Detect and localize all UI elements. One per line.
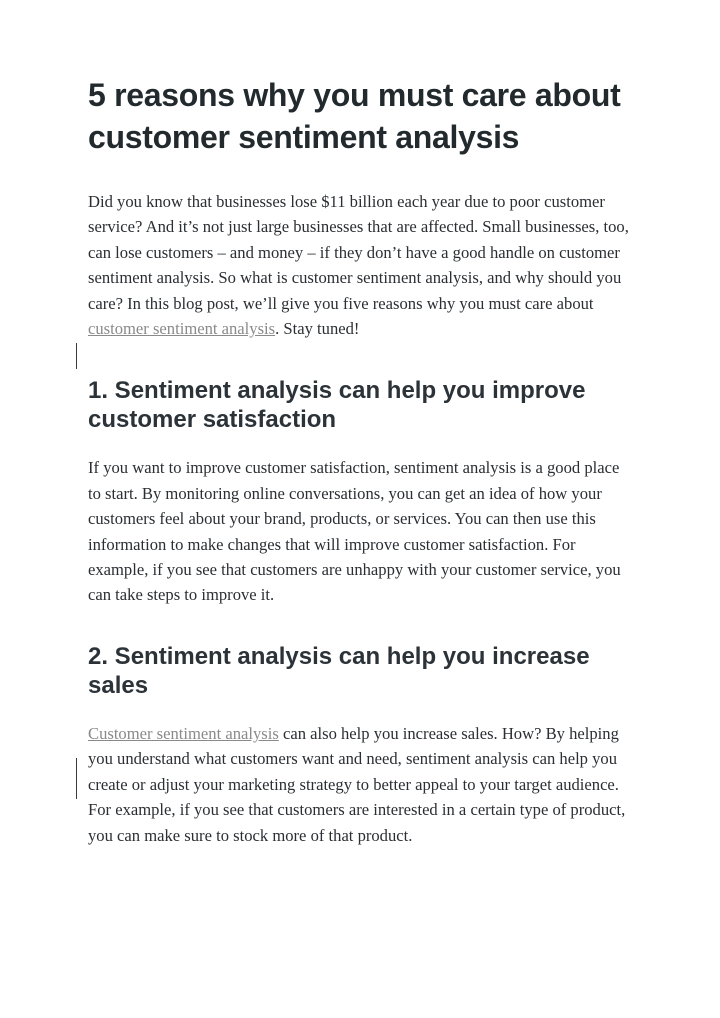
customer-sentiment-analysis-link-2[interactable]: Customer sentiment analysis: [88, 723, 279, 743]
section-2-heading: 2. Sentiment analysis can help you increase sales: [88, 642, 590, 699]
text-cursor-mark: [76, 343, 77, 369]
section-1-paragraph: If you want to improve customer satisfaction, sentiment analysis is a good place to start. By monitoring online conversations, you can get an idea of how your customers feel about your brand, products, or services. You can then use this information to make changes that will improve customer satisfaction. For example, if you see that customers are unhappy with your customer service, you can take steps to improve it.: [88, 458, 621, 605]
section-2-text: can also help you increase sales. How? By helping you understand what customers want and need, sentiment analysis can help you create or adjust your marketing strategy to better appeal to your target audience. For example, if you see that customers are interested in a certain type of product, you can make sure to stock more of that product.: [88, 723, 626, 845]
intro-text: Did you know that businesses lose $11 billion each year due to poor customer service? And it’s not just large businesses that are affected. Small businesses, too, can lose customers – and money – if they don’t have a good handle on customer sentiment analysis. So what is customer sentiment analysis, and why should you care? In this blog post, we’ll give you five reasons why you must care about: [88, 192, 629, 313]
intro-paragraph: [88, 189, 636, 341]
intro-text-end: . Stay tuned!: [275, 319, 360, 339]
customer-sentiment-analysis-link[interactable]: customer sentiment analysis: [88, 319, 276, 339]
section-2-paragraph: [88, 721, 636, 848]
article-title: 5 reasons why you must care about customer sentiment analysis: [88, 77, 621, 155]
section-1-heading: 1. Sentiment analysis can help you improve customer satisfaction: [88, 377, 586, 434]
article-body: [88, 74, 636, 848]
text-cursor-mark: [76, 758, 77, 799]
